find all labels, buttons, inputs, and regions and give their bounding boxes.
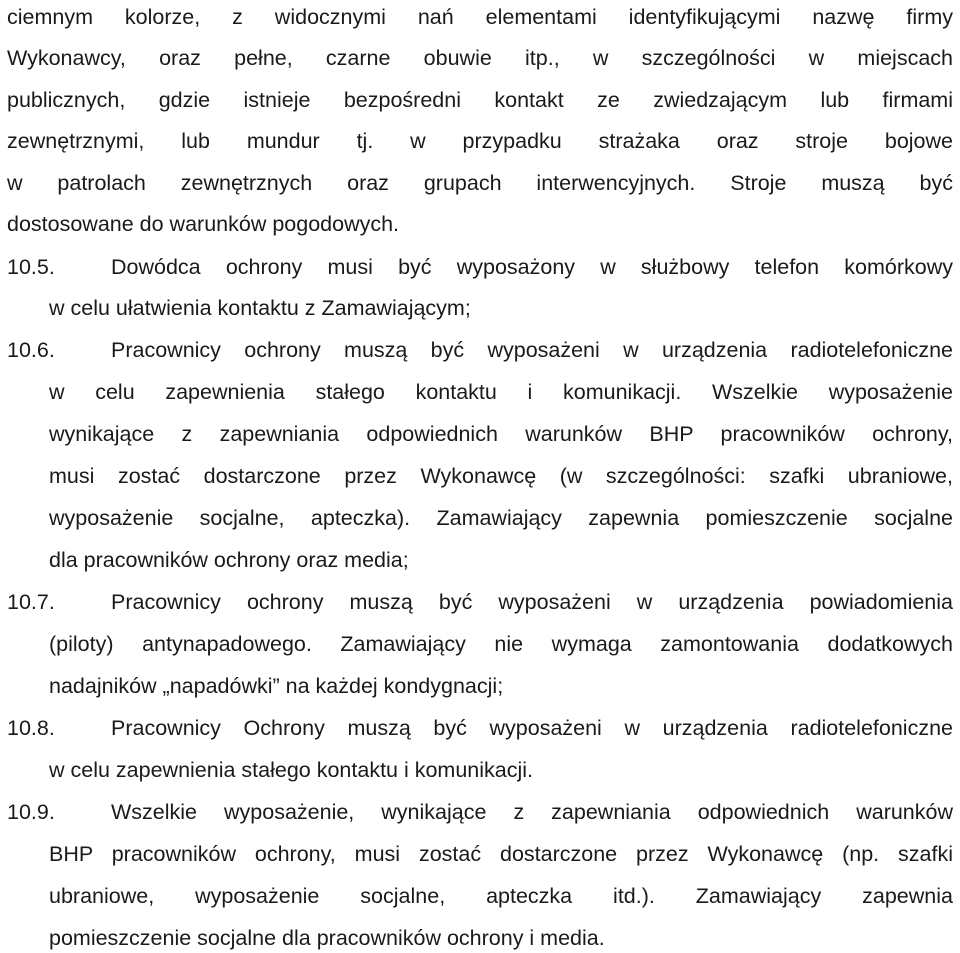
item-number: 10.5.: [7, 255, 55, 279]
item-line: dla pracowników ochrony oraz media;: [49, 548, 409, 572]
item-line: BHP pracowników ochrony, musi zostać dostarczone przez Wykonawcę (np. szafki: [49, 842, 953, 866]
item-number: 10.8.: [7, 716, 55, 740]
item-line: pomieszczenie socjalne dla pracowników ochrony i media.: [49, 926, 605, 950]
intro-line-1: ciemnym kolorze, z widocznymi nań elementami identyfikującymi nazwę firmy: [7, 5, 953, 29]
item-number: 10.6.: [7, 338, 55, 362]
intro-line-2: Wykonawcy, oraz pełne, czarne obuwie itp., w szczególności w miejscach: [7, 46, 953, 70]
item-number: 10.9.: [7, 800, 55, 824]
item-line: (piloty) antynapadowego. Zamawiający nie wymaga zamontowania dodatkowych: [49, 632, 953, 656]
item-line: Pracownicy Ochrony muszą być wyposażeni w urządzenia radiotelefoniczne: [111, 716, 953, 740]
item-line: Dowódca ochrony musi być wyposażony w służbowy telefon komórkowy: [111, 255, 953, 279]
intro-line-5: w patrolach zewnętrznych oraz grupach interwencyjnych. Stroje muszą być: [7, 171, 953, 195]
item-line: ubraniowe, wyposażenie socjalne, apteczka itd.). Zamawiający zapewnia: [49, 884, 953, 908]
item-line: Pracownicy ochrony muszą być wyposażeni w urządzenia powiadomienia: [111, 590, 953, 614]
item-line: w celu zapewnienia stałego kontaktu i komunikacji. Wszelkie wyposażenie: [49, 380, 953, 404]
item-line: wynikające z zapewniania odpowiednich warunków BHP pracowników ochrony,: [49, 422, 953, 446]
item-number: 10.7.: [7, 590, 55, 614]
item-line: w celu zapewnienia stałego kontaktu i komunikacji.: [49, 758, 534, 782]
intro-line-4: zewnętrznymi, lub mundur tj. w przypadku strażaka oraz stroje bojowe: [7, 129, 953, 153]
intro-line-3: publicznych, gdzie istnieje bezpośredni kontakt ze zwiedzającym lub firmami: [7, 88, 953, 112]
intro-line-6: dostosowane do warunków pogodowych.: [7, 212, 400, 236]
item-line: w celu ułatwienia kontaktu z Zamawiającym;: [49, 296, 471, 320]
item-line: Wszelkie wyposażenie, wynikające z zapewniania odpowiednich warunków: [111, 800, 953, 824]
item-line: musi zostać dostarczone przez Wykonawcę (w szczególności: szafki ubraniowe,: [49, 464, 953, 488]
item-line: nadajników „napadówki” na każdej kondygnacji;: [49, 674, 504, 698]
item-line: wyposażenie socjalne, apteczka). Zamawiający zapewnia pomieszczenie socjalne: [49, 506, 953, 530]
item-line: Pracownicy ochrony muszą być wyposażeni w urządzenia radiotelefoniczne: [111, 338, 953, 362]
